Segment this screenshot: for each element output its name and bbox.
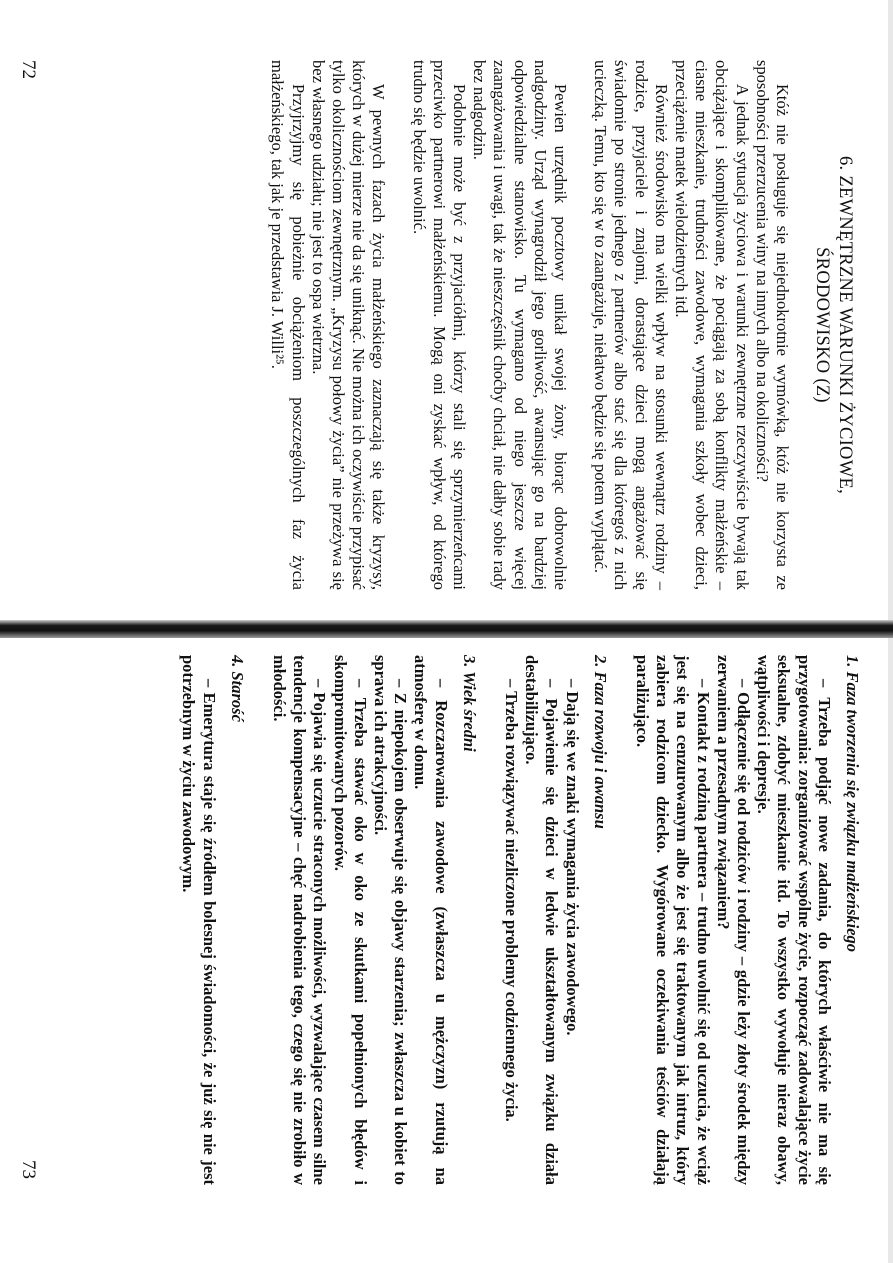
section-title-3: 3. Wiek średni: [459, 655, 479, 752]
section-4: [178, 655, 247, 1185]
paragraph-3: Również środowisko ma wielki wpływ na stosunki wewnątrz rodziny – rodzice, przyjaciele i znajomi, dorastające dzieci mogą angażować się świadomie po stronie jednego z partnerów albo stać się dla któregoś z nich ucieczką. Temu, kto się w to zaangażuje, niełatwo będzie się potem wyplątać.: [591, 60, 671, 590]
paragraph-2: A jednak sytuacja życiowa i warunki zewnętrzne rzeczywiście bywają tak obciążające i skomplikowane, że pociągają za sobą konflikty małżeńskie – ciasne mieszkanie, trudności zawodowe, wymagania szkoły wobec dzieci, przeciążenie matek wielodzietnych itd.: [671, 60, 752, 590]
heading-line-1: 6. ZEWNĘTRZNE WARUNKI ŻYCIOWE,: [835, 156, 855, 494]
paragraph-1: Któż nie posługuje się niejednokrotnie wymówką, któż nie korzysta ze sposobności przerzucenia winy na innych albo na okoliczności?: [752, 60, 792, 590]
paragraph-6: W pewnych fazach życia małżeńskiego zaznaczają się także kryzysy, których w dużej mierze nie da się uniknąć. Nie można ich oczywiście przypisać tylko okolicznościom zewnętrznym. „Kryzysu połowy życia” nie przeżywa się bez własnego udziału; nie jest to ospa wietrzna.: [308, 60, 389, 590]
section-3: [269, 655, 479, 1185]
list-item: – Pojawienie się dzieci w ledwie ukształtowanym związku działa destabilizująco.: [522, 655, 562, 1185]
heading-line-2: ŚRODOWISKO (Z): [812, 247, 832, 403]
section-title-4: 4. Starość: [227, 655, 247, 722]
list-item: – Rozczarowania zawodowe (zwłaszcza u mężczyzn) rzutują na atmosferę w domu.: [411, 655, 451, 1185]
list-item: – Kontakt z rodziną partnera – trudno uwolnić się od uczucia, że wciąż jest się na cenzurowanym albo że jest się traktowanym jak intruz, który zabiera rodzicom dziecko. Wygórowane oczekiwania teściów działają paraliżująco.: [632, 655, 713, 1185]
list-item: – Odłączenie się od rodziców i rodziny – gdzie leży złoty środek między zerwaniem a przesadnym związaniem?: [713, 655, 753, 1185]
list-item: – Trzeba podjąć nowe zadania, do których właściwie nie ma się przygotowania: zorganizować wspólne życie, rozpocząć zadowalające życie seksualne, zdobyć mieszkanie itd. To wszystko wywołuje nieraz obawy, wątpliwości i depresje.: [754, 655, 834, 1185]
chapter-heading: [810, 60, 856, 590]
list-item: – Trzeba stawać oko w oko ze skutkami popełnionych błędów i skompromitowanych pozorów.: [330, 655, 370, 1185]
section-2: [501, 655, 610, 1185]
list-item: – Emerytura staje się źródłem bolesnej świadomości, że już się nie jest potrzebnym w życiu zawodowym.: [179, 655, 219, 1185]
page-number-72: 72: [18, 60, 40, 79]
page-73: [12, 655, 862, 1185]
section-title-1: 1. Faza tworzenia się związku małżeńskiego: [843, 655, 862, 953]
page-72: [12, 60, 862, 590]
paragraph-4: Pewien urzędnik pocztowy unikał swojej żony, biorąc dobrowolnie nadgodziny. Urząd wynagrodził jego gorliwość, awansując go na bardziej odpowiedzialne stanowisko. Tu wymagano od niego jeszcze więcej zaangażowania i uwagi, tak że nieszczęśnik choćby chciał, nie dałby sobie rady bez nadgodzin.: [470, 60, 570, 590]
list-item: – Z niepokojem obserwuje się objawy starzenia; zwłaszcza u kobiet to sprawa ich atrakcyjności.: [370, 655, 411, 1185]
paragraph-7: Przyjrzyjmy się pobieżnie obciążeniom poszczególnych faz życia małżeńskiego, tak jak je przedstawia J. Willi²⁵.: [268, 60, 308, 590]
list-item: – Pojawia się uczucie straconych możliwości, wyzwalające czasem silne tendencje kompensacyjne – chęć nadrobienia tego, czego się nie zrobiło w młodości.: [269, 655, 330, 1185]
page-number-73: 73: [18, 1160, 40, 1179]
section-1: [632, 655, 862, 1185]
list-item: – Dają się we znaki wymagania życia zawodowego.: [562, 679, 582, 1036]
section-title-2: 2. Faza rozwoju i awansu: [590, 655, 610, 829]
paragraph-5: Podobnie może być z przyjaciółmi, którzy stali się sprzymierzeńcami przeciwko partnerowi małżeńskiemu. Mogą oni zyskać wpływ, od którego trudno się będzie uwolnić.: [409, 60, 469, 590]
page-gutter-shadow: [0, 620, 893, 638]
list-item: – Trzeba rozwiązywać niezliczone problemy codziennego życia.: [501, 679, 521, 1122]
